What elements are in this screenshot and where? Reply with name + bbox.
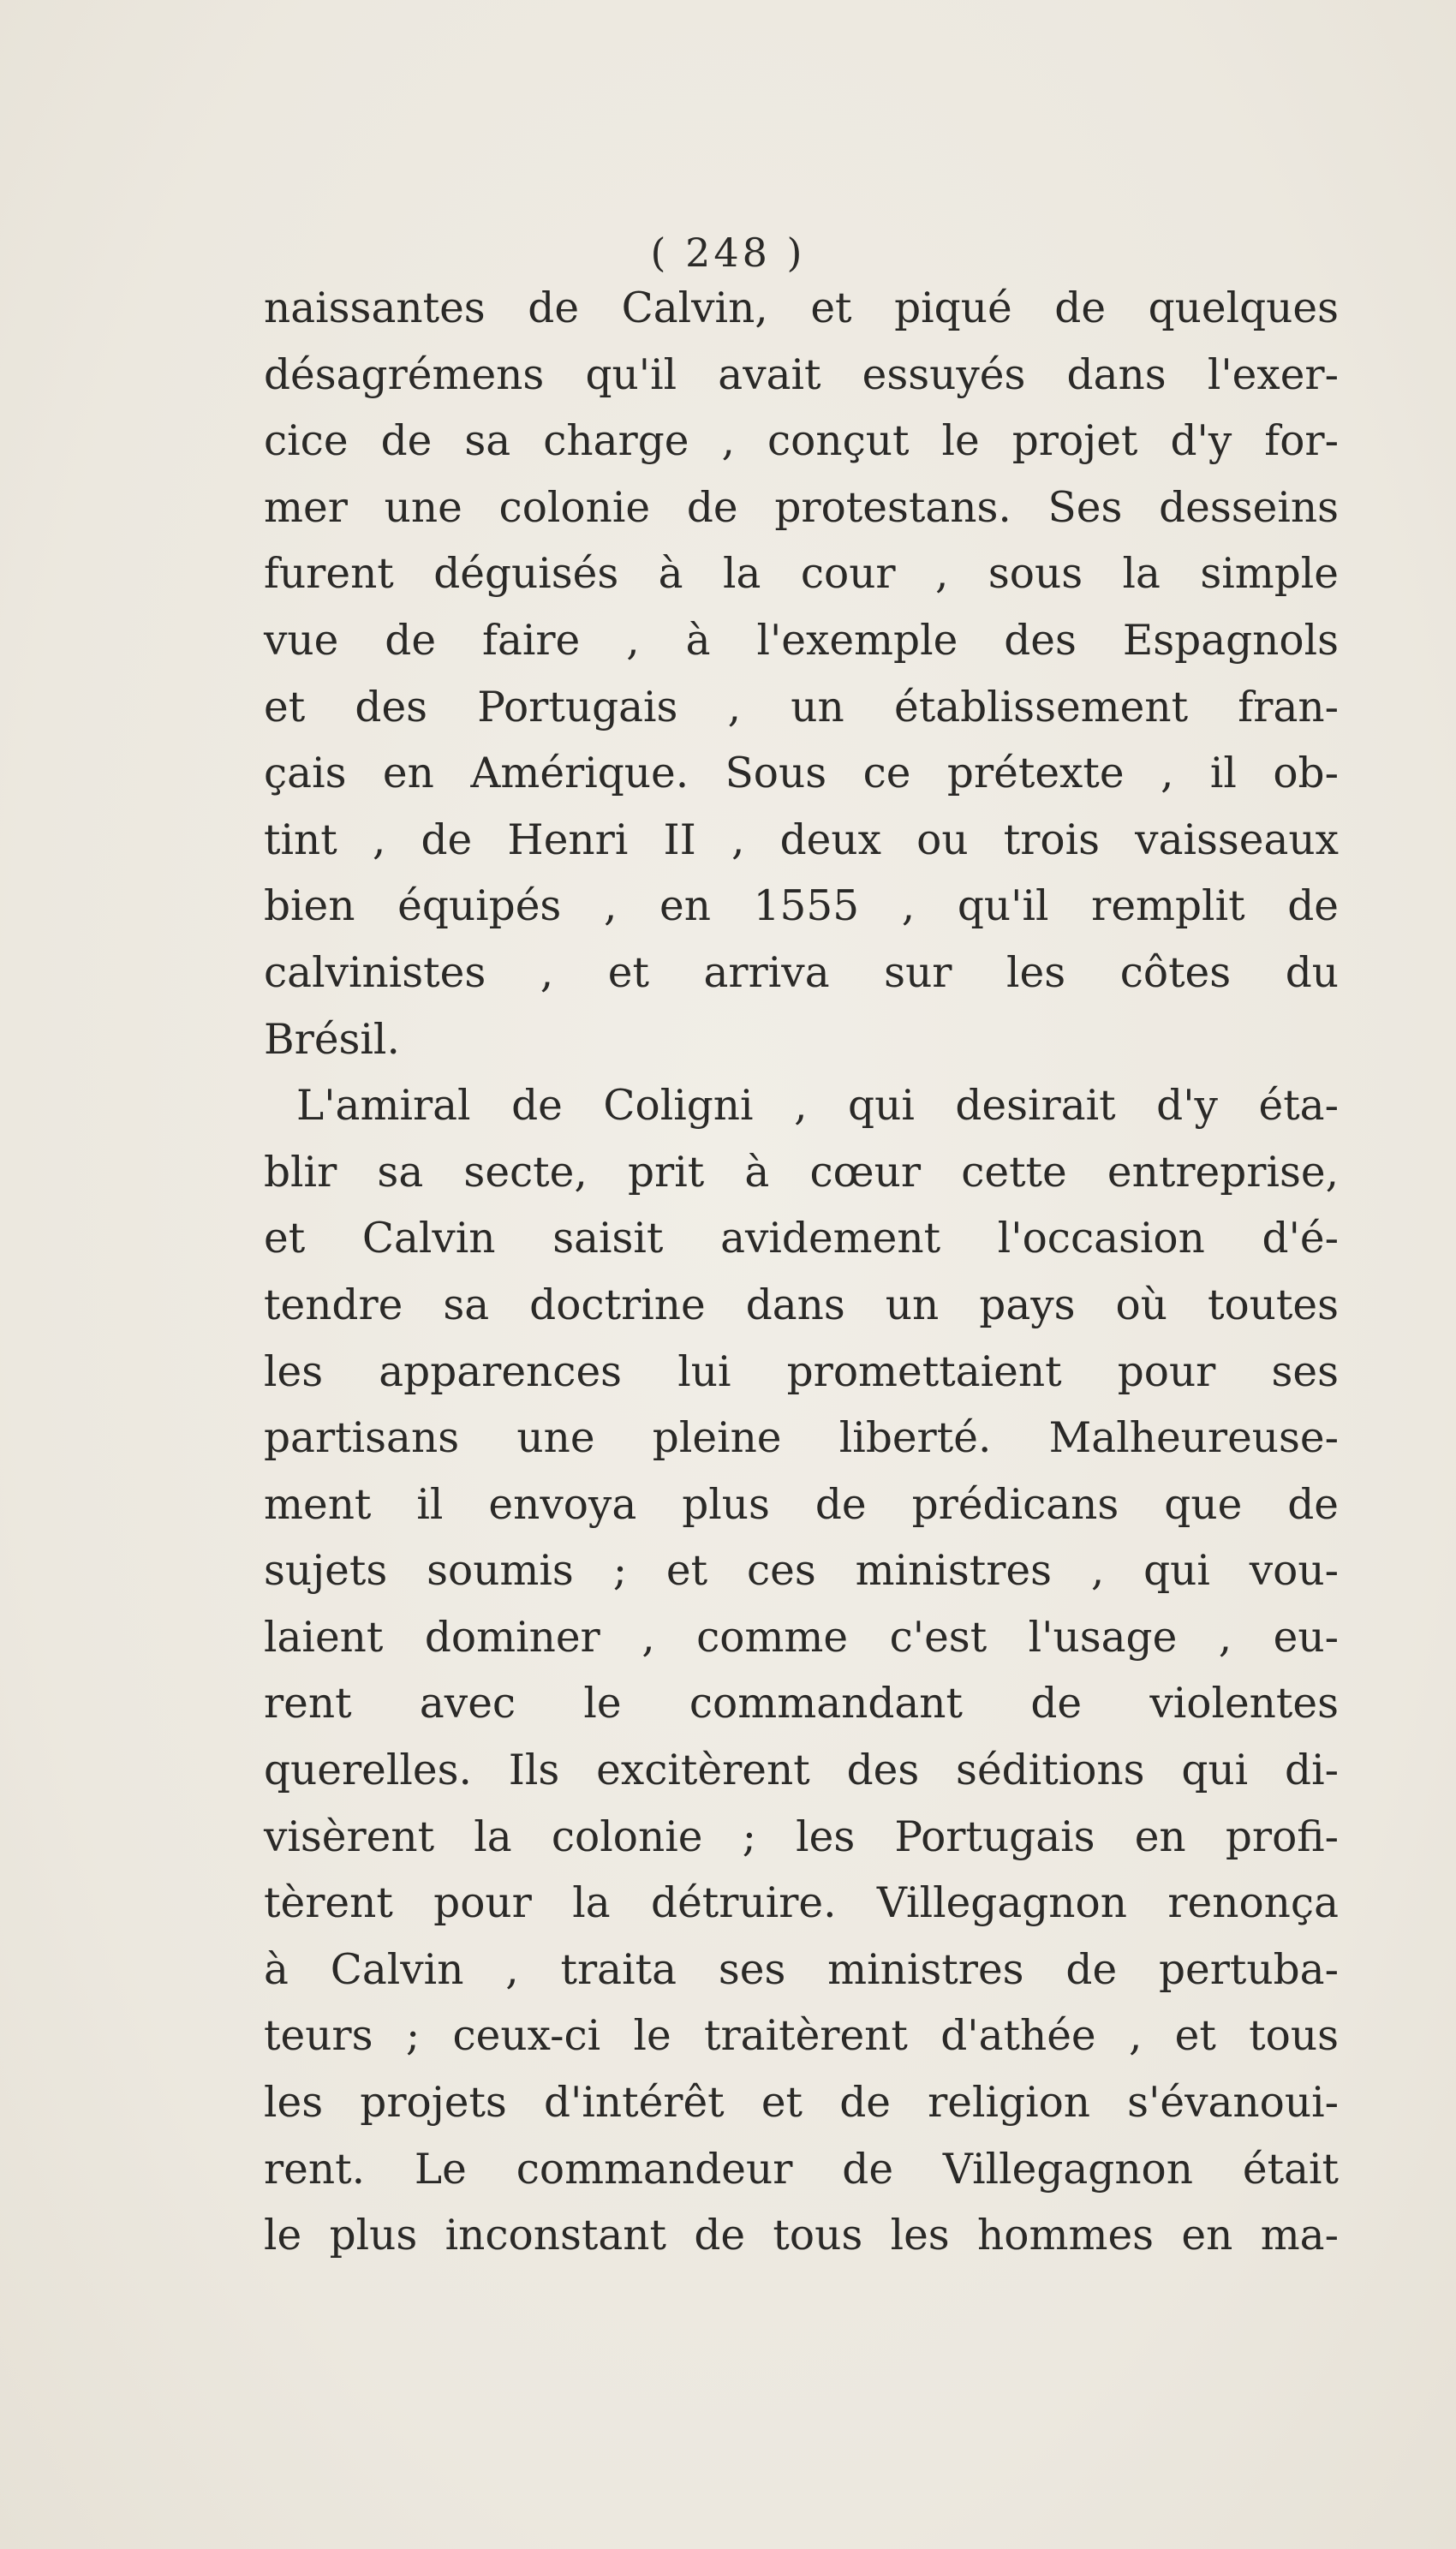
text-line: visèrent la colonie ; les Portugais en profi- xyxy=(264,1812,1339,1861)
text-line: tendre sa doctrine dans un pays où toutes xyxy=(264,1280,1339,1329)
text-line: bien équipés , en 1555 , qu'il remplit de xyxy=(264,882,1339,931)
text-line: calvinistes , et arriva sur les côtes du xyxy=(264,948,1339,997)
text-line: ment il envoya plus de prédicans que de xyxy=(264,1480,1339,1529)
text-line: çais en Amérique. Sous ce prétexte , il ob- xyxy=(264,749,1339,798)
text-line: les apparences lui promettaient pour ses xyxy=(264,1347,1339,1396)
text-line: laient dominer , comme c'est l'usage , eu- xyxy=(264,1613,1339,1662)
text-line: cice de sa charge , conçut le projet d'y for- xyxy=(264,417,1339,466)
text-line: Brésil. xyxy=(264,1015,400,1064)
text-line: les projets d'intérêt et de religion s'évanoui- xyxy=(264,2079,1339,2128)
text-line: et des Portugais , un établissement fran- xyxy=(264,683,1339,731)
text-line: à Calvin , traita ses ministres de pertuba- xyxy=(264,1945,1339,1994)
text-line: rent avec le commandant de violentes xyxy=(264,1680,1339,1728)
body-text xyxy=(264,276,1339,2270)
text-line: vue de faire , à l'exemple des Espagnols xyxy=(264,616,1339,665)
text-line: désagrémens qu'il avait essuyés dans l'exer- xyxy=(264,350,1339,399)
page-number: ( 248 ) xyxy=(650,230,806,276)
text-line: tint , de Henri II , deux ou trois vaisseaux xyxy=(264,815,1339,864)
text-line: le plus inconstant de tous les hommes en ma- xyxy=(264,2212,1339,2260)
text-line: partisans une pleine liberté. Malheureuse- xyxy=(264,1414,1339,1463)
text-line: blir sa secte, prit à cœur cette entreprise, xyxy=(264,1148,1339,1197)
text-line: tèrent pour la détruire. Villegagnon renonça xyxy=(264,1879,1339,1928)
text-line: mer une colonie de protestans. Ses desseins xyxy=(264,483,1339,532)
text-line: et Calvin saisit avidement l'occasion d'é- xyxy=(264,1215,1339,1263)
text-line: rent. Le commandeur de Villegagnon était xyxy=(264,2145,1339,2194)
text-line: sujets soumis ; et ces ministres , qui vou- xyxy=(264,1547,1339,1596)
text-line: L'amiral de Coligni , qui desirait d'y éta- xyxy=(296,1082,1339,1131)
text-line: naissantes de Calvin, et piqué de quelques xyxy=(264,284,1339,332)
text-line: furent déguisés à la cour , sous la simple xyxy=(264,550,1339,599)
text-line: teurs ; ceux-ci le traitèrent d'athée , et tous xyxy=(264,2012,1339,2061)
text-line: querelles. Ils excitèrent des séditions qui di- xyxy=(264,1746,1339,1795)
